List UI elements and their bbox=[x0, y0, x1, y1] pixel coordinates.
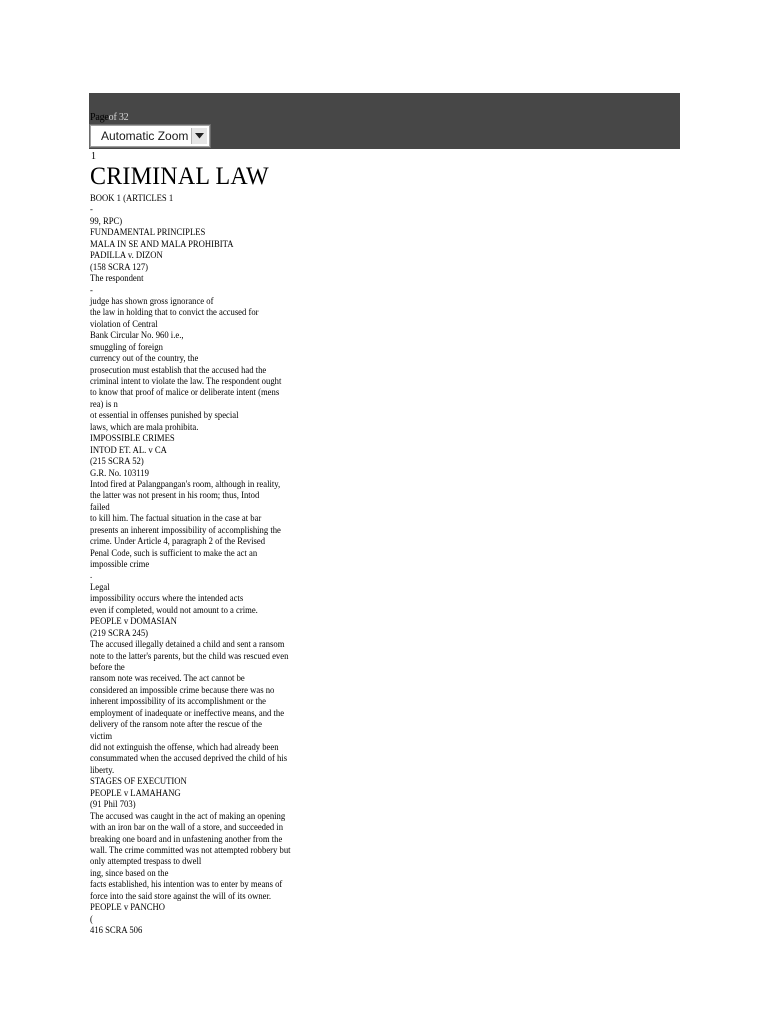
document-line: judge has shown gross ignorance of bbox=[90, 295, 214, 307]
document-line: laws, which are mala prohibita. bbox=[90, 421, 199, 433]
document-line: IMPOSSIBLE CRIMES bbox=[90, 433, 175, 445]
document-line: PADILLA v. DIZON bbox=[90, 250, 163, 262]
document-line: Bank Circular No. 960 i.e., bbox=[90, 330, 184, 342]
document-line: . bbox=[90, 570, 93, 582]
document-line: STAGES OF EXECUTION bbox=[90, 776, 187, 788]
document-line: presents an inherent impossibility of accomplishing the bbox=[90, 524, 281, 536]
document-line: note to the latter's parents, but the child was rescued even bbox=[90, 650, 289, 662]
document-line: the law in holding that to convict the accused for bbox=[90, 307, 259, 319]
document-line: PEOPLE v LAMAHANG bbox=[90, 787, 181, 799]
dropdown-button[interactable] bbox=[191, 128, 207, 144]
document-line: G.R. No. 103119 bbox=[90, 467, 149, 479]
document-line: before the bbox=[90, 661, 125, 673]
document-line: ( bbox=[90, 913, 93, 925]
document-line: consummated when the accused deprived the child of his bbox=[90, 753, 288, 765]
document-line: INTOD ET. AL. v CA bbox=[90, 444, 167, 456]
document-line: PEOPLE v PANCHO bbox=[90, 902, 166, 914]
document-line: liberty. bbox=[90, 764, 115, 776]
document-body bbox=[90, 193, 340, 936]
document-line: to kill him. The factual situation in the case at bar bbox=[90, 513, 262, 525]
document-line: the latter was not present in his room; thus, Intod bbox=[90, 490, 260, 502]
document-line: The accused was caught in the act of making an opening bbox=[90, 810, 286, 822]
document-line: The accused illegally detained a child and sent a ransom bbox=[90, 639, 285, 651]
document-line: Legal bbox=[90, 581, 110, 593]
page-label: Page bbox=[90, 112, 109, 123]
document-line: (215 SCRA 52) bbox=[90, 456, 144, 468]
document-line: violation of Central bbox=[90, 318, 158, 330]
document-line: ot essential in offenses punished by special bbox=[90, 410, 239, 422]
document-line: did not extinguish the offense, which had already been bbox=[90, 742, 279, 753]
document-line: crime. Under Article 4, paragraph 2 of the Revised bbox=[90, 536, 266, 548]
document-line: prosecution must establish that the accused had the bbox=[90, 364, 267, 376]
document-title: CRIMINAL LAW bbox=[90, 163, 269, 190]
document-line: The respondent bbox=[90, 273, 144, 285]
document-line: currency out of the country, the bbox=[90, 353, 199, 365]
document-line: to know that proof of malice or deliberate intent (mens bbox=[90, 387, 280, 399]
document-line: FUNDAMENTAL PRINCIPLES bbox=[90, 227, 206, 239]
document-page-number: 1 bbox=[91, 151, 96, 162]
document-line: Intod fired at Palangpangan's room, although in reality, bbox=[90, 478, 281, 490]
document-line: - bbox=[90, 284, 93, 296]
document-line: breaking one board and in unfastening another from the bbox=[90, 833, 283, 845]
document-line: failed bbox=[90, 501, 110, 513]
document-line: delivery of the ransom note after the rescue of the bbox=[90, 719, 262, 731]
document-line: inherent impossibility of its accomplishment or the bbox=[90, 696, 267, 708]
page-indicator bbox=[90, 112, 128, 124]
document-line: smuggling of foreign bbox=[90, 341, 163, 353]
document-line: with an iron bar on the wall of a store, and succeeded in bbox=[90, 822, 284, 834]
document-line: impossibility occurs where the intended acts bbox=[90, 593, 244, 605]
zoom-value: Automatic Zoom bbox=[101, 129, 189, 143]
document-line: even if completed, would not amount to a crime. bbox=[90, 604, 258, 616]
zoom-select[interactable] bbox=[90, 125, 210, 147]
page-count: of 32 bbox=[108, 112, 129, 123]
document-line: PEOPLE v DOMASIAN bbox=[90, 616, 177, 628]
document-line: Penal Code, such is sufficient to make the act an bbox=[90, 547, 258, 559]
document-line: ing, since based on the bbox=[90, 867, 169, 879]
document-line: 416 SCRA 506 bbox=[90, 925, 143, 936]
document-line: criminal intent to violate the law. The respondent ought bbox=[90, 376, 282, 387]
document-line: employment of inadequate or ineffective means, and the bbox=[90, 707, 285, 719]
document-line: MALA IN SE AND MALA PROHIBITA bbox=[90, 238, 234, 250]
document-line: rea) is n bbox=[90, 398, 118, 410]
document-line: (91 Phil 703) bbox=[90, 799, 136, 811]
document-line: - bbox=[90, 204, 93, 216]
document-line: facts established, his intention was to enter by means of bbox=[90, 879, 283, 891]
document-line: victim bbox=[90, 730, 113, 742]
document-line: 99, RPC) bbox=[90, 215, 123, 227]
document-line: ransom note was received. The act cannot be bbox=[90, 673, 245, 685]
document-line: (219 SCRA 245) bbox=[90, 627, 149, 639]
document-line: considered an impossible crime because there was no bbox=[90, 684, 275, 696]
document-line: (158 SCRA 127) bbox=[90, 261, 149, 273]
document-line: wall. The crime committed was not attempted robbery but bbox=[90, 844, 291, 856]
chevron-down-icon bbox=[195, 133, 204, 139]
document-line: impossible crime bbox=[90, 559, 150, 570]
document-line: BOOK 1 (ARTICLES 1 bbox=[90, 193, 174, 204]
document-line: only attempted trespass to dwell bbox=[90, 856, 202, 868]
document-line: force into the said store against the will of its owner. bbox=[90, 890, 272, 902]
